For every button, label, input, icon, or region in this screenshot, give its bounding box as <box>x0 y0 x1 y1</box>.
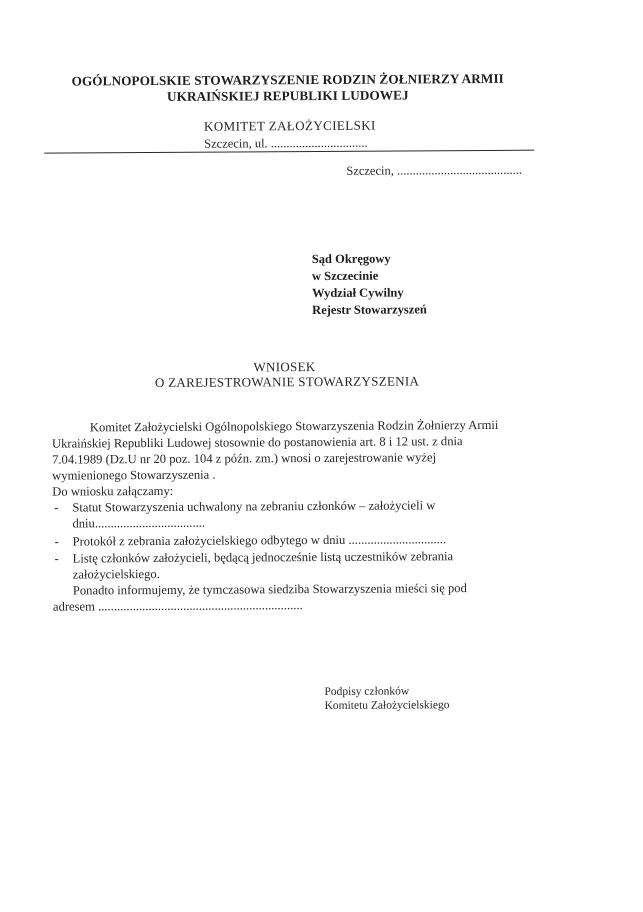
document-subtitle: O ZAREJESTROWANIE STOWARZYSZENIA <box>154 373 420 391</box>
paragraph-2-line-2: adresem ................................................................. <box>52 598 303 614</box>
signature-label-line-2: Komitetu Założycielskiego <box>324 699 450 712</box>
attachments-intro: Do wniosku załączamy: <box>52 483 174 499</box>
list-bullet: - <box>54 500 59 515</box>
addressee-department: Wydział Cywilny <box>311 285 404 301</box>
header-divider <box>44 150 534 154</box>
organization-name-line2: UKRAIŃSKIEJ REPUBLIKI LUDOWEJ <box>166 87 409 104</box>
attachment-item-3-line-2: założycielskiego. <box>72 566 160 582</box>
attachment-item-2: Protokół z zebrania założycielskiego odbytego w dniu ............................... <box>72 532 447 549</box>
attachment-item-1-line-2: dniu................................... <box>72 515 206 531</box>
addressee-registry: Rejestr Stowarzyszeń <box>312 302 427 318</box>
paragraph-2-line-1: Ponadto informujemy, że tymczasowa siedziba Stowarzyszenia mieści się pod <box>72 581 467 598</box>
paragraph-1-line-2: Ukraińskiej Republiki Ludowej stosownie do postanowienia art. 8 i 12 ust. z dnia <box>51 434 463 451</box>
list-bullet: - <box>54 551 59 566</box>
addressee-city: w Szczecinie <box>311 268 379 284</box>
committee-name: KOMITET ZAŁOŻYCIELSKI <box>203 117 376 134</box>
attachment-item-3-line-1: Listę członków założycieli, będącą jednocześnie listą uczestników zebrania <box>72 549 454 566</box>
committee-address: Szczecin, ul. ............................... <box>204 135 368 151</box>
organization-name-line1: OGÓLNOPOLSKIE STOWARZYSZENIE RODZIN ŻOŁNIERZY ARMII <box>71 70 504 89</box>
paragraph-1-line-1: Komitet Założycielski Ogólnopolskiego Stowarzyszenia Rodzin Żołnierzy Armii <box>89 417 499 435</box>
place-and-date: Szczecin, ........................................ <box>346 162 523 178</box>
document-title: WNIOSEK <box>253 359 316 375</box>
signature-label-line-1: Podpisy członków <box>324 685 410 698</box>
paragraph-1-line-3: 7.04.1989 (Dz.U nr 20 poz. 104 z późn. zm.) wnosi o zarejestrowanie wyżej <box>52 450 437 467</box>
list-bullet: - <box>54 534 59 549</box>
paragraph-1-line-4: wymienionego Stowarzyszenia . <box>52 467 216 483</box>
attachment-item-1-line-1: Statut Stowarzyszenia uchwalony na zebraniu członków – założycieli w <box>72 498 436 515</box>
addressee-court: Sąd Okręgowy <box>311 251 391 267</box>
